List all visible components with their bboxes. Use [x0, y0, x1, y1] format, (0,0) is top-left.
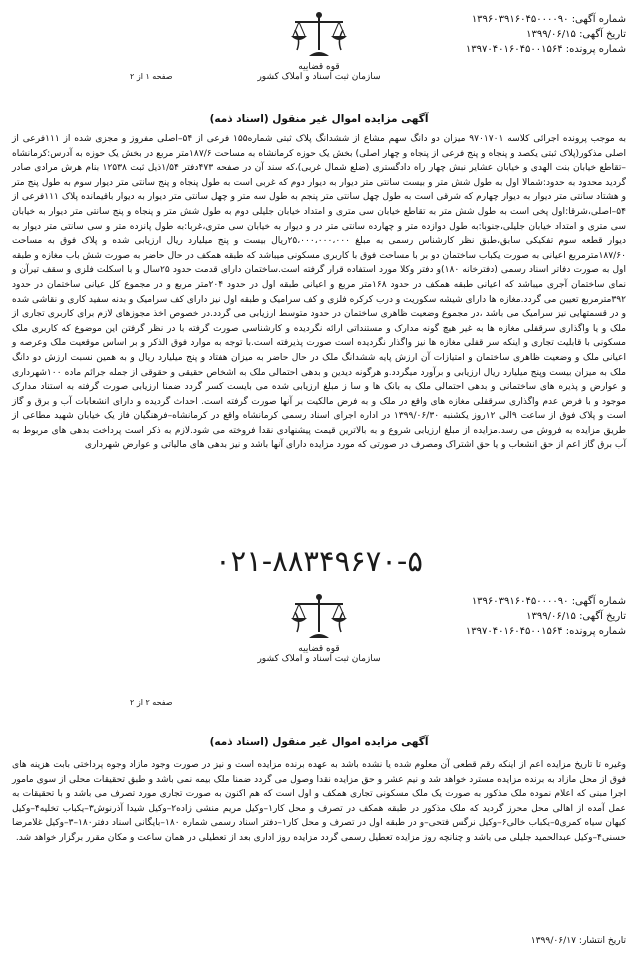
notice-meta	[466, 12, 626, 57]
organization-label: سازمان ثبت اسناد و املاک کشور	[257, 654, 381, 664]
notice-page-2	[0, 592, 638, 962]
ad-date-label: تاریخ آگهی:	[579, 29, 626, 40]
organization-label: سازمان ثبت اسناد و املاک کشور	[257, 72, 381, 82]
ad-number-label: شماره آگهی:	[571, 14, 626, 25]
case-number: ۱۳۹۷۰۴۰۱۶۰۴۵۰۰۱۵۶۴	[465, 626, 563, 637]
notice-meta	[466, 594, 626, 639]
scales-of-justice-icon	[287, 592, 351, 642]
judiciary-label: قوه قضاییه	[298, 62, 340, 72]
page-number: صفحه ۱ از ۲	[130, 72, 173, 81]
ad-number: ۱۳۹۶۰۳۹۱۶۰۴۵۰۰۰۰۹۰	[471, 596, 569, 607]
phone-number: ۰۲۱-۸۸۳۴۹۶۷۰-۵	[215, 544, 423, 578]
ad-date-label: تاریخ آگهی:	[579, 611, 626, 622]
judiciary-emblem	[244, 10, 394, 82]
case-number-label: شماره پرونده:	[565, 44, 626, 55]
ad-number-label: شماره آگهی:	[571, 596, 626, 607]
notice-body: وغیره تا تاریخ مزایده اعم از اینکه رقم قطعی آن معلوم شده یا نشده باشد به عهده برنده مزایده است و نیز در صورت وجود مازاد وجوه پرداختی بابت هزینه های فوق از محل مازاد به برنده مزایده مسترد خواهد شد و نیم عشر و حق مزایده نقدا وصول می گردد ضمنا ملک بیمه نمی باشد و طبق تحقیقات محلی از سوی مامور اجرا مبنی که اعلام نموده ملک مذکور به صورت یک ملک مسکونی تجاری همکف و اول است که هم اکنون به صورت تجاری مورد تصرف می باشد و با تحقیقات به عمل آمده از اهالی محل محرز گردید که ملک مذکور در طبقه همکف در تصرف و محل کار۱–وکیل مریم منشی زاده۲–وکیل شیدا آذرنوش۳–یکباب تخلیه۴–وکیل کیهان سیاه کمری۵–یکباب خالی۶–وکیل نرگس فتحی–و در طبقه اول در تصرف و محل کار۱–دفتر اسناد رسمی شماره ۱۸۰–بایگانی اسناد دفتر۱۸۰–۳–وکیل غلامرضا حسنی۴–وکیل عبدالحمید جلیلی می باشد و چنانچه روز مزایده تعطیل رسمی گردد مزایده روز اداری بعد از تعطیلی در همان ساعت و مکان مقرر برگزار خواهد شد.	[12, 760, 627, 843]
page-number: صفحه ۲ از ۲	[130, 698, 173, 707]
notice-title: آگهی مزایده اموال غیر منقول (اسناد ذمه)	[209, 113, 429, 125]
notice-body: به موجب پرونده اجرائی کلاسه ۹۷۰۱۷۰۱ میزان دو دانگ سهم مشاع از ششدانگ پلاک ثبتی شماره۱۵۵ فرعی از ۵۴–اصلی مفروز و مجزی شده از ۱۱۱فرعی از اصلی مذکور(پلاک ثبتی یکصد و پنجاه و پنج فرعی از پنجاه و چهار اصلی) بخش یک حوزه کرمانشاه به مساحت ۱۸۷/۶متر مربع در بخش یک حوزه به آدرس:کرمانشاه –تقاطع خیابان بنت الهدی و خیابان عشایر نبش چهار راه دادگستری (ضلع شمال غربی)،که سند آن در صفحه ۴۷۳دفتر ۱/۵۴ذیل ثبت ۱۲۵۳۸ بنام هرش مرادی صادر گردید محدود به حدود:شمالا اول به طول شش متر و بیست سانتی متر دیوار به دیوار دوم که غربی است به طول پنجاه و پنج سانتی متر دیوار سوم به طول پنج متر و هشتاد سانتی متر دیوار به دیوار چهارم که شرقی است به طول چهل سانتی متر پنجم به طول سه متر و چهل سانتی متر دیوار به دیوار باقیمانده پلاک ۱۱۱فرعی از ۵۴–اصلی،شرقا:اول پخی است به طول شش متر به تقاطع خیابان سی متری و امتداد خیابان جلیلی دوم به طول شش متر و پنجاه و پنج سانتی متر دیوار به خیابان سی متری و امتداد خیابان جلیلی،جنوبا:به طول دوازده متر و چهارده سانتی متر در و دیوار به خیابان سی متری،غربا:به طول پانزده متر و سی سانتی متر دیوار به دیوار قطعه سوم تفکیکی سابق،طبق نظر کارشناس رسمی به مبلغ ۲۵،۰۰۰،۰۰۰،۰۰۰ریال بیست و پنج میلیارد ریال ارزیابی شده و پلاک فوق به مساحت ۱۸۷/۶۰مترمربع اعیانی به صورت یکباب ساختمان دو بر با مساحت فوق با کاربری مسکونی میباشد که طبقه همکف در حال حاضر به صورت شش باب مغازه و طبقه اول به صورت دفاتر اسناد رسمی (دفترخانه ۱۸۰)و دفتر وکلا مورد استفاده قرار گرفته است.ساختمان دارای قدمت حدود ۲۵سال و با اسکلت فلزی و سقف تیرآن و نمای ساختمان آجری میباشد که اعیانی طبقه همکف در حدود ۱۶۸متر مربع و اعیانی طبقه اول در حدود ۲۰۴متر مربع و در مجموع کل عیانی ساختمان در حدود ۳۹۲مترمربع تعیین می گردد.مغازه ها دارای شیشه سکوریت و درب کرکره فلزی و کف سرامیک و طبقه اول نیز دارای کف سرامیک و بدنه سفید کاری و نقاشی شده و در قسمتهایی نیز سرامیک می باشد ،در مجموع وضعیت ظاهری ساختمان در حدود متوسط ارزیابی می گردد.در خصوص اخذ مجوزهای لازم برای کاربری تجاری از ملک و یا واگذاری سرقفلی مغازه ها به غیر هیچ گونه مدارک و مستنداتی ارائه نگردیده و کارشناسی صورت گرفته با در نظر گرفتن این موضوع که کاربری ملک مسکونی با قابلیت تجاری و اینکه سر قفلی مغازه ها نیز واگذار نگردیده است صورت پذیرفته است.با توجه به موارد فوق الذکر و بر اساس موقعیت ملک وعرصه و اعیانی ملک و وضعیت ظاهری ساختمان و امتیازات آن ارزش پایه ششدانگ ملک در حال حاضر به میزان هفتاد و پنج میلیارد ریال و به همین نسبت ارزش دو دانگ ملک به میزان بیست وپنج میلیارد ریال ارزیابی و برآورد میگردد.و هرگونه دیدین و بدهی احتمالی ملک به اشخاص حقیقی و حقوقی از جمله جرائم ماده ۱۰۰شهرداری و عوارض و پذیره های ساختمانی و بدهی احتمالی ملک به بانک ها و سا ز مبلغ ارزیابی شده می بایست کسر گردد ضمنا ارزیابی صورت گرفته به استناد مدارک موجود و با فرض عدم واگذاری سرقفلی مغازه های واقع در ملک و به فرض مالکیت بر آنها صورت گرفته است. احداث گردیده و دارای انشعابات آب و برق و گاز است و پلاک فوق از ساعت ۹الی ۱۲روز یکشنبه ۱۳۹۹/۰۶/۳۰ در اداره اجرای اسناد رسمی کرمانشاه واقع در کرمانشاه–فرهنگیان فاز یک خیابان شهید مطاعی از طریق مزایده به فروش می رسد.مزایده از مبلغ ارزیابی شروع و به بالاترین قیمت پیشنهادی نقدا فروخته می شود.لازم به ذکر است پرداخت بدهی های مربوط به آب برق گاز اعم از حق انشعاب و یا حق اشتراک ومصرف در صورتی که مورد مزایده دارای آنها باشد و نیز بدهی های مالیاتی و عوارض شهرداری	[12, 134, 627, 451]
judiciary-label: قوه قضاییه	[298, 644, 340, 654]
case-number: ۱۳۹۷۰۴۰۱۶۰۴۵۰۰۱۵۶۴	[465, 44, 563, 55]
ad-date: ۱۳۹۹/۰۶/۱۵	[526, 29, 576, 40]
scales-of-justice-icon	[287, 10, 351, 60]
judiciary-emblem	[244, 592, 394, 664]
ad-date: ۱۳۹۹/۰۶/۱۵	[526, 611, 576, 622]
notice-title: آگهی مزایده اموال غیر منقول (اسناد ذمه)	[209, 736, 429, 748]
case-number-label: شماره پرونده:	[565, 626, 626, 637]
publication-date: تاریخ انتشار: ۱۳۹۹/۰۶/۱۷	[530, 936, 626, 946]
ad-number: ۱۳۹۶۰۳۹۱۶۰۴۵۰۰۰۰۹۰	[471, 14, 569, 25]
